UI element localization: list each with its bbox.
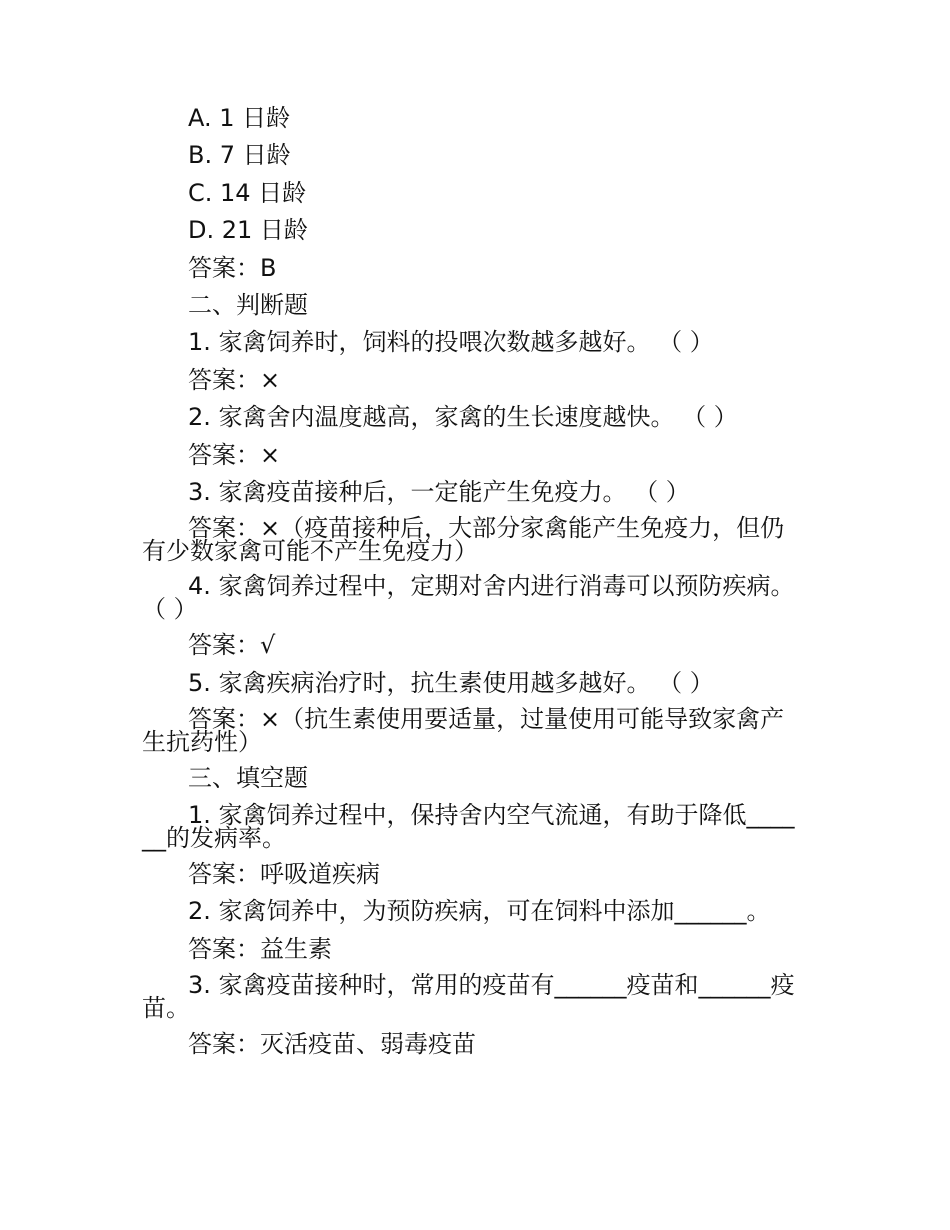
fill-question-3: 3. 家禽疫苗接种时，常用的疫苗有______疫苗和______疫苗。 [142,970,795,1022]
judgment-question-2: 2. 家禽舍内温度越高，家禽的生长速度越快。 （ ） [188,403,738,432]
section-heading-judgment: 二、判断题 [188,291,308,320]
fill-question-1: 1. 家禽饲养过程中，保持舍内空气流通，有助于降低______的发病率。 [142,800,795,852]
option-b: B. 7 日龄 [188,141,291,170]
judgment-answer-1: 答案：× [188,365,281,394]
fill-answer-3: 答案：灭活疫苗、弱毒疫苗 [188,1029,476,1058]
judgment-question-3: 3. 家禽疫苗接种后，一定能产生免疫力。 （ ） [188,478,690,507]
judgment-question-1: 1. 家禽饲养时，饲料的投喂次数越多越好。 （ ） [188,328,714,357]
judgment-question-4: 4. 家禽饲养过程中，定期对舍内进行消毒可以预防疾病。（ ） [142,572,795,624]
option-d: D. 21 日龄 [188,216,308,245]
option-c: C. 14 日龄 [188,178,307,207]
judgment-question-5: 5. 家禽疾病治疗时，抗生素使用越多越好。 （ ） [188,668,714,697]
judgment-answer-3: 答案：×（疫苗接种后，大部分家禽能产生免疫力，但仍有少数家禽可能不产生免疫力） [142,514,785,566]
fill-question-2: 2. 家禽饲养中，为预防疾病，可在饲料中添加______。 [188,897,771,926]
fill-answer-2: 答案：益生素 [188,934,332,963]
judgment-answer-5: 答案：×（抗生素使用要适量，过量使用可能导致家禽产生抗药性） [142,705,785,757]
section-heading-fill: 三、填空题 [188,764,308,793]
document-page [142,100,806,1063]
judgment-answer-4: 答案：√ [188,631,276,660]
fill-answer-1: 答案：呼吸道疾病 [188,859,380,888]
answer-mc: 答案：B [188,253,277,282]
option-a: A. 1 日龄 [188,104,291,132]
judgment-answer-2: 答案：× [188,440,281,469]
